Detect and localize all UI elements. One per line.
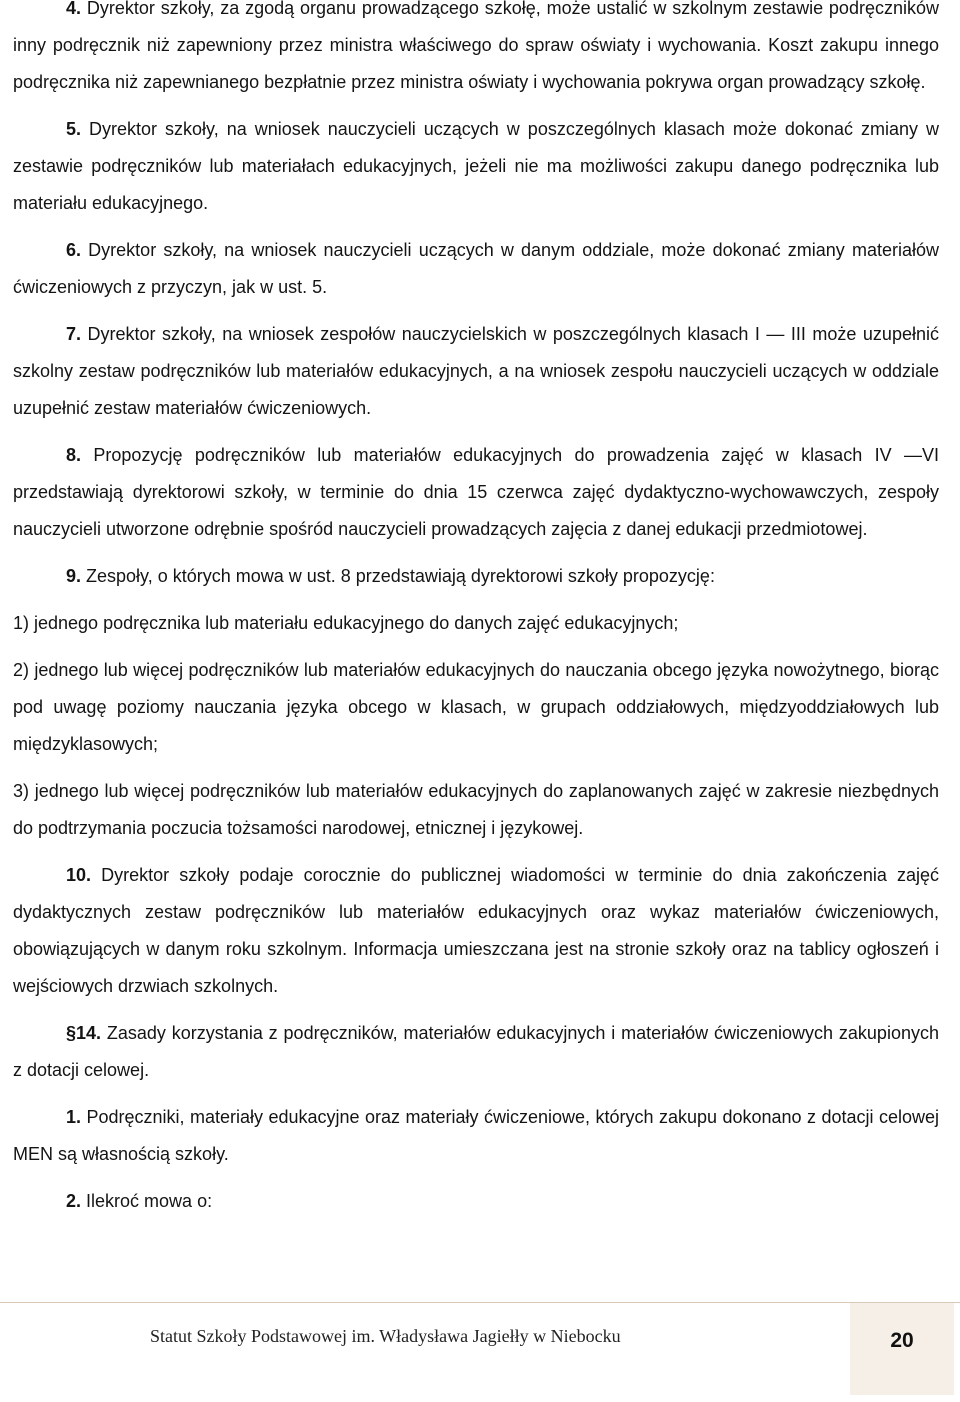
paragraph-number: 1.: [66, 1107, 82, 1127]
paragraph-5: [13, 111, 939, 222]
section-paragraph-1: [13, 1099, 939, 1173]
section-paragraph-2: [13, 1183, 939, 1220]
footer-divider: [0, 1302, 960, 1303]
paragraph-7: [13, 316, 939, 427]
paragraph-number: 8.: [66, 445, 82, 465]
paragraph-number: 5.: [66, 119, 82, 139]
paragraph-text: Dyrektor szkoły podaje corocznie do publicznej wiadomości w terminie do dnia zakończenia zajęć dydaktycznych zestaw podręczników lub materiałów edukacyjnych oraz wykaz materiałów ćwiczeniowych, obowiązujących w danym roku szkolnym. Informacja umieszczana jest na stronie szkoły oraz na tablicy ogłoszeń i wejściowych drzwiach szkolnych.: [13, 865, 939, 996]
section-text: Zasady korzystania z podręczników, materiałów edukacyjnych i materiałów ćwiczeniowych zakupionych z dotacji celowej.: [13, 1023, 939, 1080]
paragraph-4: [13, 0, 939, 101]
list-item-1: 1) jednego podręcznika lub materiału edukacyjnego do danych zajęć edukacyjnych;: [13, 613, 679, 633]
list-item-3: 3) jednego lub więcej podręczników lub materiałów edukacyjnych do zaplanowanych zajęć w zakresie niezbędnych do podtrzymania poczucia tożsamości narodowej, etnicznej i językowej.: [13, 781, 939, 838]
paragraph-9: [13, 558, 939, 595]
section-number: §14.: [66, 1023, 102, 1043]
paragraph-text: Dyrektor szkoły, na wniosek nauczycieli uczących w danym oddziale, może dokonać zmiany materiałów ćwiczeniowych z przyczyn, jak w ust. 5.: [13, 240, 939, 297]
paragraph-8: [13, 437, 939, 548]
document-body: [13, 0, 939, 1230]
paragraph-number: 6.: [66, 240, 82, 260]
page-number: 20: [890, 1329, 914, 1352]
paragraph-text: Podręczniki, materiały edukacyjne oraz materiały ćwiczeniowe, których zakupu dokonano z dotacji celowej MEN są własnością szkoły.: [13, 1107, 939, 1164]
paragraph-text: Propozycję podręczników lub materiałów edukacyjnych do prowadzenia zajęć w klasach IV —VI przedstawiają dyrektorowi szkoły, w terminie do dnia 15 czerwca zajęć dydaktyczno-wychowawczych, zespoły nauczycieli utworzone odrębnie spośród nauczycieli prowadzących zajęcia z danej edukacji przedmiotowej.: [13, 445, 939, 539]
paragraph-number: 2.: [66, 1191, 82, 1211]
paragraph-number: 10.: [66, 865, 92, 885]
paragraph-number: 4.: [66, 0, 82, 18]
paragraph-number: 7.: [66, 324, 82, 344]
paragraph-text: Ilekroć mowa o:: [86, 1191, 213, 1211]
footer-title: Statut Szkoły Podstawowej im. Władysława Jagiełły w Niebocku: [150, 1326, 621, 1346]
list-item-2: 2) jednego lub więcej podręczników lub materiałów edukacyjnych do nauczania obcego języka nowożytnego, biorąc pod uwagę poziomy nauczania języka obcego w klasach, w grupach oddziałowych, międzyoddziałowych lub międzyklasowych;: [13, 660, 939, 754]
section-14-heading: [13, 1015, 939, 1089]
paragraph-10: [13, 857, 939, 1005]
paragraph-text: Zespoły, o których mowa w ust. 8 przedstawiają dyrektorowi szkoły propozycję:: [86, 566, 715, 586]
paragraph-number: 9.: [66, 566, 82, 586]
paragraph-6: [13, 232, 939, 306]
paragraph-text: Dyrektor szkoły, na wniosek zespołów nauczycielskich w poszczególnych klasach I — III może uzupełnić szkolny zestaw podręczników lub materiałów edukacyjnych, a na wniosek zespołu nauczycieli uczących w oddziale uzupełnić zestaw materiałów ćwiczeniowych.: [13, 324, 939, 418]
paragraph-text: Dyrektor szkoły, na wniosek nauczycieli uczących w poszczególnych klasach może dokonać zmiany w zestawie podręczników lub materiałach edukacyjnych, jeżeli nie ma możliwości zakupu danego podręcznika lub materiału edukacyjnego.: [13, 119, 939, 213]
paragraph-text: Dyrektor szkoły, za zgodą organu prowadzącego szkołę, może ustalić w szkolnym zestawie podręczników inny podręcznik niż zapewniony przez ministra właściwego do spraw oświaty i wychowania. Koszt zakupu innego podręcznika niż zapewnianego bezpłatnie przez ministra oświaty i wychowania pokrywa organ prowadzący szkołę.: [13, 0, 939, 92]
